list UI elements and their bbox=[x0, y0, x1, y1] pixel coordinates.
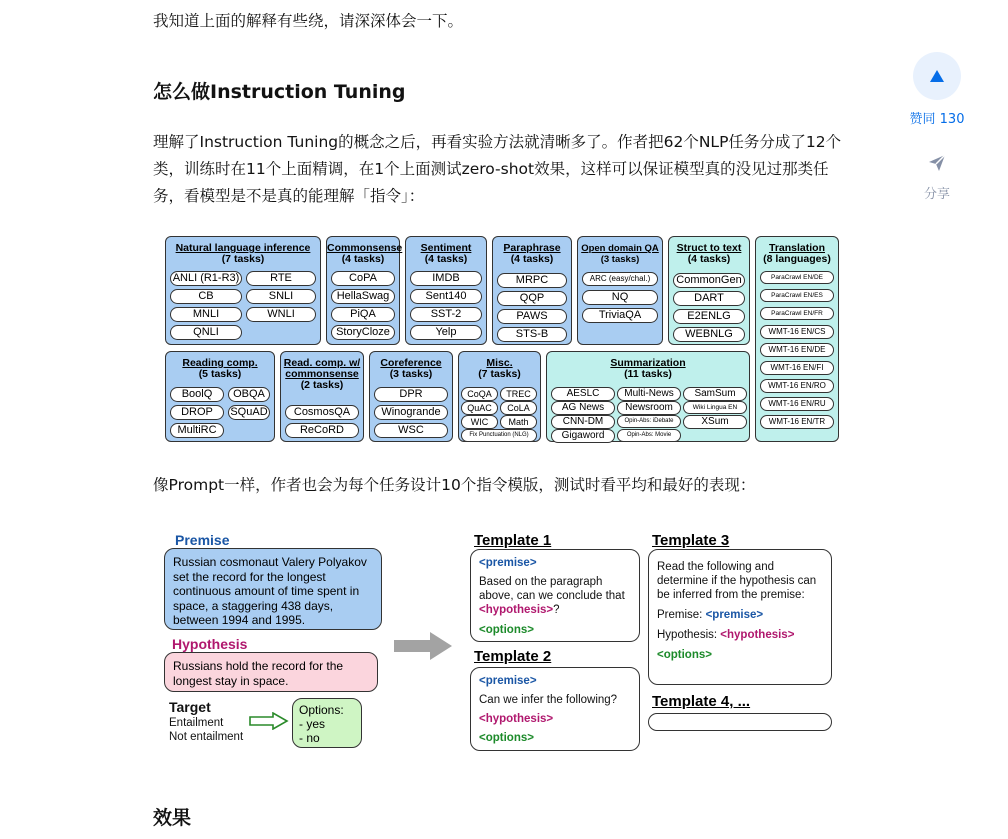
options-placeholder: <options> bbox=[479, 624, 534, 636]
template-3-hypothesis-line bbox=[657, 628, 823, 642]
task-pill: MultiRC bbox=[170, 423, 224, 438]
cluster-title: Reading comp. bbox=[182, 357, 258, 369]
task-pill: CosmosQA bbox=[285, 405, 359, 420]
options-placeholder: <options> bbox=[479, 732, 534, 744]
task-pill: WMT-16 EN/CS bbox=[760, 325, 834, 339]
cluster-reading-comp bbox=[165, 351, 275, 442]
task-pill: Yelp bbox=[410, 325, 482, 340]
task-pill: XSum bbox=[683, 415, 747, 429]
task-pill: CommonGen bbox=[673, 273, 745, 288]
task-pill: WMT-16 EN/RO bbox=[760, 379, 834, 393]
task-pill: SST-2 bbox=[410, 307, 482, 322]
hypothesis-placeholder: <hypothesis> bbox=[479, 604, 554, 616]
premise-prefix: Premise: bbox=[657, 609, 706, 621]
task-pill: WSC bbox=[374, 423, 448, 438]
template-2-title: Template 2 bbox=[474, 648, 552, 665]
cluster-subtitle: (3 tasks) bbox=[389, 368, 433, 380]
task-pill: CoPA bbox=[331, 271, 395, 286]
task-pill: DART bbox=[673, 291, 745, 306]
task-pill: StoryCloze bbox=[331, 325, 395, 340]
task-pill: ParaCrawl EN/ES bbox=[760, 289, 834, 302]
task-pill: E2ENLG bbox=[673, 309, 745, 324]
options-box bbox=[292, 698, 362, 748]
task-clusters-figure bbox=[162, 234, 840, 444]
vote-button[interactable] bbox=[913, 52, 961, 100]
cluster-sentiment bbox=[405, 236, 487, 345]
task-pill: IMDB bbox=[410, 271, 482, 286]
cluster-subtitle: (7 tasks) bbox=[221, 253, 265, 265]
task-pill: DROP bbox=[170, 405, 224, 420]
task-pill: BoolQ bbox=[170, 387, 224, 402]
options-yes: - yes bbox=[299, 717, 326, 731]
cluster-read-comp-commonsense bbox=[280, 351, 364, 442]
task-pill: ARC (easy/chal.) bbox=[582, 272, 658, 286]
hypothesis-box: Russians hold the record for the longest stay in space. bbox=[164, 652, 378, 692]
task-pill: Gigaword bbox=[551, 429, 615, 443]
task-pill: Winogrande bbox=[374, 405, 448, 420]
premise-label: Premise bbox=[175, 532, 230, 548]
hypothesis-placeholder: <hypothesis> bbox=[479, 713, 554, 725]
task-pill: WMT-16 EN/FI bbox=[760, 361, 834, 375]
task-pill: ParaCrawl EN/FR bbox=[760, 307, 834, 320]
premise-placeholder: <premise> bbox=[705, 609, 764, 621]
cluster-title: Struct to text bbox=[676, 242, 742, 254]
template-3-box bbox=[648, 549, 832, 685]
task-pill: CB bbox=[170, 289, 242, 304]
cluster-title: Coreference bbox=[380, 357, 442, 369]
task-pill: Multi-News bbox=[617, 387, 681, 401]
task-pill: PAWS bbox=[497, 309, 567, 324]
template-4-box bbox=[648, 713, 832, 731]
share-label[interactable]: 分享 bbox=[923, 187, 950, 202]
cluster-coreference bbox=[369, 351, 453, 442]
cluster-subtitle: (4 tasks) bbox=[424, 253, 468, 265]
cluster-title: Read. comp. w/ commonsense bbox=[283, 357, 361, 380]
task-pill: WMT-16 EN/DE bbox=[760, 343, 834, 357]
vote-count-label[interactable]: 赞同 130 bbox=[909, 112, 965, 127]
task-pill: QQP bbox=[497, 291, 567, 306]
task-pill: Fix Punctuation (NLG) bbox=[461, 429, 537, 442]
template-1-question: Based on the paragraph above, can we conclude that bbox=[479, 576, 625, 602]
section-heading-instruction-tuning: 怎么做Instruction Tuning bbox=[153, 81, 406, 103]
task-pill: QNLI bbox=[170, 325, 242, 340]
task-pill: WNLI bbox=[246, 307, 316, 322]
question-mark: ? bbox=[553, 604, 560, 616]
template-1-text bbox=[479, 575, 631, 617]
cluster-title: Sentiment bbox=[420, 242, 472, 254]
task-pill: PiQA bbox=[331, 307, 395, 322]
task-pill: ANLI (R1-R3) bbox=[170, 271, 242, 286]
cluster-subtitle: (4 tasks) bbox=[510, 253, 554, 265]
cluster-subtitle: (3 tasks) bbox=[600, 254, 640, 265]
cluster-title: Paraphrase bbox=[503, 242, 561, 254]
task-pill: STS-B bbox=[497, 327, 567, 342]
task-pill: HellaSwag bbox=[331, 289, 395, 304]
task-pill: AG News bbox=[551, 401, 615, 415]
hollow-arrow-icon bbox=[249, 712, 289, 730]
cluster-nli bbox=[165, 236, 321, 345]
instruction-templates-figure bbox=[162, 528, 842, 758]
cluster-title: Misc. bbox=[486, 357, 513, 369]
side-action-bar bbox=[905, 52, 969, 202]
task-pill: SQuAD bbox=[228, 405, 270, 420]
task-pill: Sent140 bbox=[410, 289, 482, 304]
cluster-subtitle: (7 tasks) bbox=[478, 368, 521, 380]
task-pill: TriviaQA bbox=[582, 308, 658, 323]
task-pill: DPR bbox=[374, 387, 448, 402]
task-pill: SamSum bbox=[683, 387, 747, 401]
premise-placeholder: <premise> bbox=[479, 675, 537, 687]
template-4-title: Template 4, ... bbox=[652, 693, 751, 710]
paper-plane-icon[interactable] bbox=[927, 153, 947, 173]
task-pill: ReCoRD bbox=[285, 423, 359, 438]
task-pill: WMT-16 EN/RU bbox=[760, 397, 834, 411]
cluster-subtitle: (8 languages) bbox=[763, 253, 831, 265]
task-pill: TREC bbox=[500, 387, 537, 401]
grey-arrow-icon bbox=[394, 630, 454, 662]
cluster-title: Open domain QA bbox=[581, 243, 659, 254]
cluster-struct-to-text bbox=[668, 236, 750, 345]
premise-box: Russian cosmonaut Valery Polyakov set the record for the longest continuous amount of time spent in space, a staggering 438 days, between 1994 and 1995. bbox=[164, 548, 382, 630]
task-pill: MNLI bbox=[170, 307, 242, 322]
options-title: Options: bbox=[299, 703, 344, 717]
cluster-open-domain-qa bbox=[577, 236, 663, 345]
task-pill: WMT-16 EN/TR bbox=[760, 415, 834, 429]
task-pill: QuAC bbox=[461, 401, 498, 415]
task-pill: Opin-Abs: iDebate bbox=[617, 415, 681, 428]
template-3-title: Template 3 bbox=[652, 532, 730, 549]
target-label: Target bbox=[169, 699, 211, 715]
task-pill: MRPC bbox=[497, 273, 567, 288]
cluster-subtitle: (11 tasks) bbox=[624, 368, 672, 380]
cluster-title: Translation bbox=[768, 242, 825, 254]
options-placeholder: <options> bbox=[657, 649, 712, 661]
task-pill: CNN-DM bbox=[551, 415, 615, 429]
task-pill: Opin-Abs: Movie bbox=[617, 429, 681, 442]
hypothesis-placeholder: <hypothesis> bbox=[720, 629, 795, 641]
task-pill: CoQA bbox=[461, 387, 498, 401]
cluster-subtitle: (4 tasks) bbox=[341, 253, 385, 265]
task-pill: WIC bbox=[461, 415, 498, 429]
task-pill: Math bbox=[500, 415, 537, 429]
section-heading-results: 效果 bbox=[153, 807, 192, 829]
hypothesis-label: Hypothesis bbox=[172, 636, 248, 652]
cluster-subtitle: (5 tasks) bbox=[198, 368, 242, 380]
task-pill: ParaCrawl EN/DE bbox=[760, 271, 834, 284]
section-paragraph: 理解了Instruction Tuning的概念之后，再看实验方法就清晰多了。作者把62个NLP任务分成了12个类，训练时在11个上面精调，在1个上面测试zero-shot效果，这样可以保证模型真的没见过那类任务，看模型是不是真的能理解「指令」： bbox=[153, 133, 842, 205]
cluster-misc bbox=[458, 351, 541, 442]
task-pill: Newsroom bbox=[617, 401, 681, 415]
templates-paragraph: 像Prompt一样，作者也会为每个任务设计10个指令模版，测试时看平均和最好的表现： bbox=[153, 476, 756, 494]
cluster-title: Summarization bbox=[610, 357, 686, 369]
template-3-instruction: Read the following and determine if the hypothesis can be inferred from the premise: bbox=[657, 561, 817, 601]
cluster-title: Commonsense bbox=[327, 242, 403, 254]
task-pill: Wiki Lingua EN bbox=[683, 401, 747, 414]
cluster-summarization bbox=[546, 351, 750, 442]
premise-placeholder: <premise> bbox=[479, 557, 537, 569]
template-2-box bbox=[470, 667, 640, 751]
task-pill: WEBNLG bbox=[673, 327, 745, 342]
triangle-up-icon bbox=[930, 70, 944, 82]
task-pill: SNLI bbox=[246, 289, 316, 304]
template-1-box bbox=[470, 549, 640, 642]
cluster-paraphrase bbox=[492, 236, 572, 345]
target-not-entailment: Not entailment bbox=[169, 731, 244, 743]
cluster-subtitle: (2 tasks) bbox=[300, 379, 344, 391]
options-no: - no bbox=[299, 731, 320, 745]
template-3-premise-line bbox=[657, 608, 823, 622]
cluster-translation bbox=[755, 236, 839, 442]
template-1-title: Template 1 bbox=[474, 532, 552, 549]
cluster-subtitle: (4 tasks) bbox=[687, 253, 731, 265]
target-entailment: Entailment bbox=[169, 717, 224, 729]
intro-line: 我知道上面的解释有些绕，请深深体会一下。 bbox=[153, 12, 464, 30]
cluster-title: Natural language inference bbox=[175, 242, 311, 254]
task-pill: RTE bbox=[246, 271, 316, 286]
cluster-commonsense bbox=[326, 236, 403, 345]
task-pill: OBQA bbox=[228, 387, 270, 402]
task-pill: CoLA bbox=[500, 401, 537, 415]
template-2-question: Can we infer the following? bbox=[479, 694, 618, 706]
hypothesis-prefix: Hypothesis: bbox=[657, 629, 721, 641]
task-pill: AESLC bbox=[551, 387, 615, 401]
task-pill: NQ bbox=[582, 290, 658, 305]
